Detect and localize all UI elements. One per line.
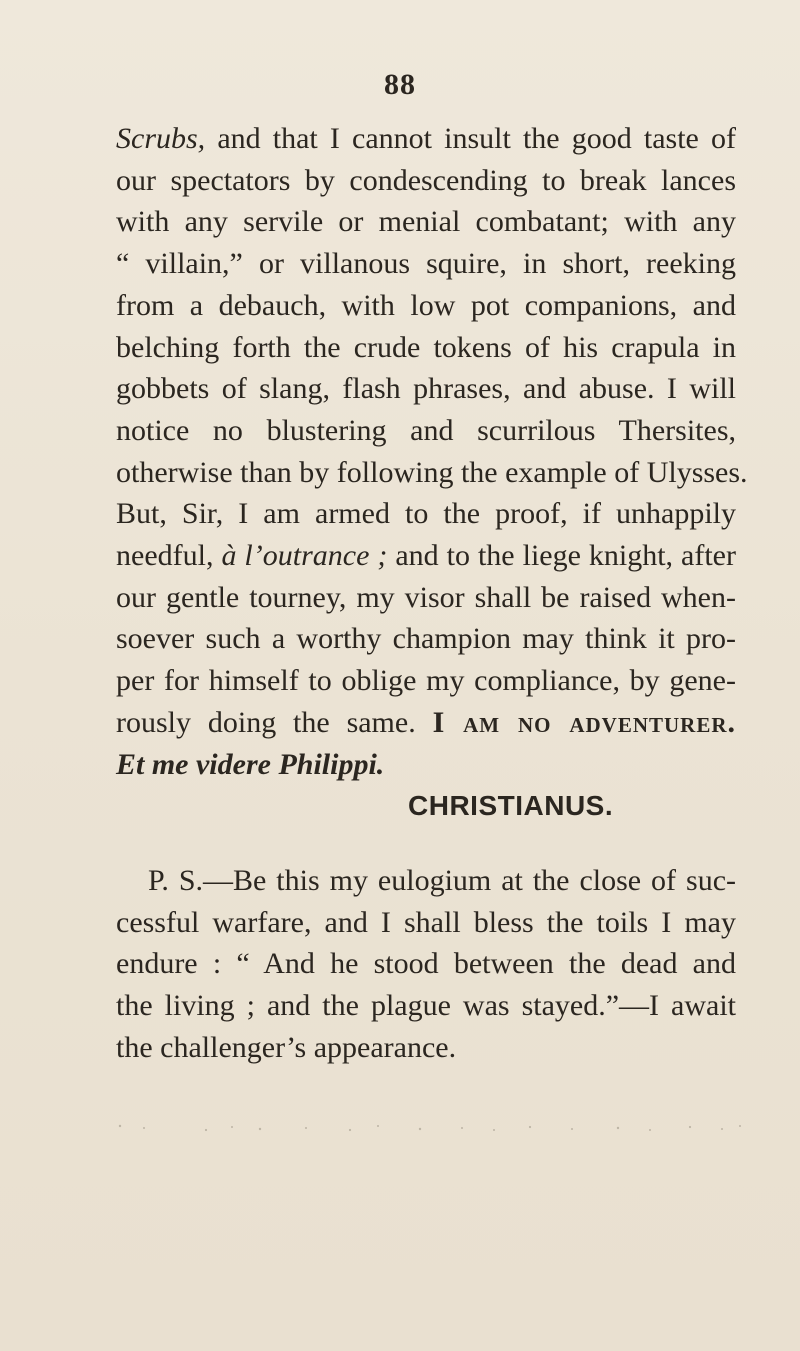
- show-through-speckles: [110, 1108, 750, 1148]
- text-line: with any servile or menial combatant; with any: [116, 205, 736, 239]
- text-line: otherwise than by following the example of Ulysses.: [116, 455, 748, 489]
- text-line: “ villain,” or villanous squire, in short, reeking: [116, 247, 736, 281]
- text-line: from a debauch, with low pot companions, and: [116, 288, 736, 322]
- text-line: soever such a worthy champion may think it pro-: [116, 622, 736, 656]
- text-line: belching forth the crude tokens of his crapula in: [116, 330, 736, 364]
- text-line: the challenger’s appearance.: [116, 1030, 457, 1064]
- paragraph-gap: [116, 827, 736, 860]
- text-line: our gentle tourney, my visor shall be raised when-: [116, 580, 736, 614]
- text-line: gobbets of slang, flash phrases, and abuse. I will: [116, 372, 736, 406]
- line-text: rously doing the same.: [116, 705, 433, 739]
- motto: Et me videre Philippi.: [116, 747, 385, 781]
- text-line: But, Sir, I am armed to the proof, if unhappily: [116, 497, 736, 531]
- text-line: per for himself to oblige my compliance, by gene-: [116, 664, 736, 698]
- line-text: needful,: [116, 539, 222, 573]
- emphasis-text: à l’outrance ;: [221, 539, 388, 573]
- small-caps-text: I am no adventurer.: [432, 705, 736, 739]
- text-line: [116, 535, 736, 577]
- postscript-paragraph: [116, 860, 736, 1069]
- text-line: cessful warfare, and I shall bless the toils I may: [116, 905, 736, 939]
- line-text: and that I cannot insult the good taste of: [205, 122, 736, 155]
- text-line: P. S.—Be this my eulogium at the close of suc-: [148, 863, 736, 897]
- emphasis-text: Scrubs,: [116, 122, 206, 155]
- text-line: notice no blustering and scurrilous Thersites,: [116, 413, 736, 447]
- text-line: [116, 702, 736, 744]
- text-line: the living ; and the plague was stayed.”—I await: [116, 989, 736, 1023]
- signature: CHRISTIANUS.: [408, 790, 614, 822]
- text-line: [116, 118, 736, 160]
- text-line: our spectators by condescending to break lances: [116, 163, 736, 197]
- main-paragraph: [116, 118, 748, 827]
- page-number: 88: [384, 68, 416, 101]
- body-text: [116, 118, 748, 1068]
- text-line: endure : “ And he stood between the dead and: [116, 947, 736, 981]
- line-text: and to the liege knight, after: [387, 539, 736, 573]
